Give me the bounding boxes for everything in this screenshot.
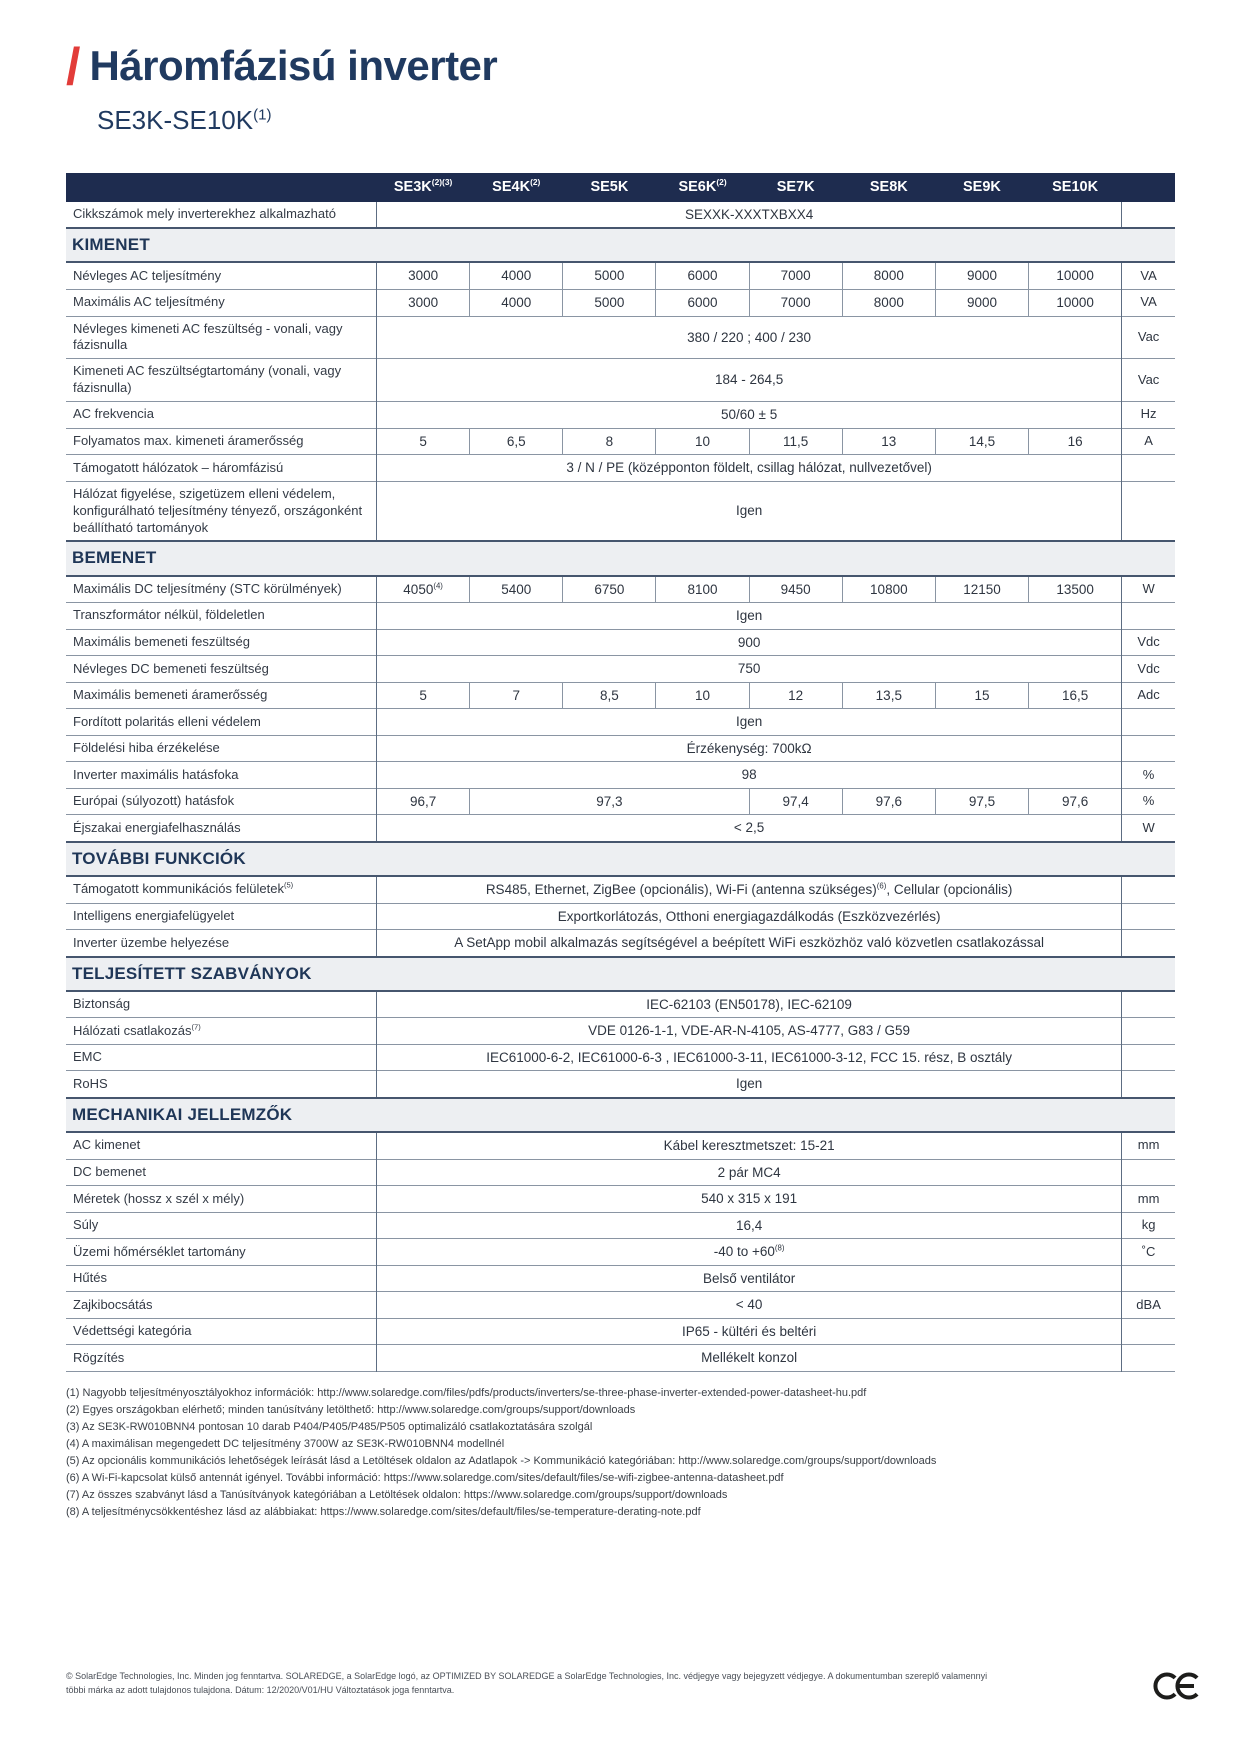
table-row	[66, 735, 1175, 762]
spec-label: AC kimenet	[66, 1132, 377, 1159]
spec-value: 15	[935, 682, 1028, 709]
spec-value: 3000	[377, 290, 470, 317]
spec-value: Igen	[377, 709, 1122, 736]
spec-label: Kimeneti AC feszültségtartomány (vonali, vagy fázisnulla)	[66, 359, 377, 402]
spec-unit: %	[1122, 788, 1175, 815]
table-row	[66, 1239, 1175, 1266]
spec-unit	[1122, 1345, 1175, 1372]
table-row	[66, 991, 1175, 1018]
spec-label: Védettségi kategória	[66, 1318, 377, 1345]
spec-value: IEC-62103 (EN50178), IEC-62109	[377, 991, 1122, 1018]
spec-value: 2 pár MC4	[377, 1159, 1122, 1186]
spec-unit: Adc	[1122, 682, 1175, 709]
footnote: (4) A maximálisan megengedett DC teljesítmény 3700W az SE3K-RW010BNN4 modellnél	[66, 1438, 505, 1451]
spec-label: Fordított polaritás elleni védelem	[66, 709, 377, 736]
table-row	[66, 262, 1175, 289]
spec-label: Biztonság	[66, 991, 377, 1018]
spec-value: 97,5	[935, 788, 1028, 815]
spec-unit: VA	[1122, 290, 1175, 317]
spec-label: Éjszakai energiafelhasználás	[66, 815, 377, 842]
spec-value: 5	[377, 428, 470, 455]
ce-mark-icon	[1153, 1669, 1201, 1708]
spec-value: 10000	[1029, 290, 1122, 317]
spec-unit: Vdc	[1122, 629, 1175, 656]
table-row	[66, 481, 1175, 541]
table-row	[66, 709, 1175, 736]
spec-value: SEXXK-XXXTXBXX4	[684, 206, 814, 222]
spec-unit: Vac	[1122, 359, 1175, 402]
spec-label: Folyamatos max. kimeneti áramerősség	[66, 428, 377, 455]
spec-value: 380 / 220 ; 400 / 230	[377, 316, 1122, 359]
spec-unit	[1122, 903, 1175, 930]
spec-value: IEC61000-6-2, IEC61000-6-3 , IEC61000-3-11, IEC61000-3-12, FCC 15. rész, B osztály	[377, 1044, 1122, 1071]
spec-value: 13	[842, 428, 935, 455]
spec-table	[66, 173, 1175, 1372]
table-row	[66, 455, 1175, 482]
section-row	[66, 228, 1175, 262]
table-row	[66, 656, 1175, 683]
spec-value: 16,5	[1029, 682, 1122, 709]
spec-unit: Hz	[1122, 402, 1175, 429]
spec-value: 4050$^{(4)}$	[377, 576, 470, 603]
spec-value: 97,6	[842, 788, 935, 815]
spec-value: 8000	[842, 290, 935, 317]
spec-value: 16	[1029, 428, 1122, 455]
spec-value: 7000	[749, 262, 842, 289]
spec-value: Belső ventilátor	[377, 1265, 1122, 1292]
table-row	[66, 876, 1175, 903]
page-footer	[66, 1669, 1201, 1708]
spec-value: 9000	[935, 262, 1028, 289]
spec-value: Igen	[377, 481, 1122, 541]
spec-value: RS485, Ethernet, ZigBee (opcionális), Wi-Fi (antenna szükséges)$^{(6)}$, Cellular (opcionális)	[377, 876, 1122, 903]
table-row	[66, 930, 1175, 957]
spec-label: AC frekvencia	[66, 402, 377, 429]
copyright-text: © SolarEdge Technologies, Inc. Minden jog fenntartva. SOLAREDGE, a SolarEdge logó, az OPTIMIZED BY SOLAREDGE a SolarEdge Technologies, Inc. védjegye vagy bejegyzett védjegye. A dokumentumban szereplő valamennyi többi márka az adott tulajdonos tulajdona. Dátum: 12/2020/V01/HU Változtatások joga fenntartva.	[66, 1671, 988, 1696]
spec-unit: ˚C	[1122, 1239, 1175, 1266]
section-title: BEMENET	[66, 541, 1175, 575]
column-header: SE7K	[749, 173, 842, 202]
spec-label: Európai (súlyozott) hatásfok	[66, 788, 377, 815]
spec-label: Maximális AC teljesítmény	[66, 290, 377, 317]
footnote: (3) Az SE3K-RW010BNN4 pontosan 10 darab P404/P405/P485/P505 optimalizáló csatlakoztatására szolgál	[66, 1421, 593, 1434]
spec-unit: VA	[1122, 262, 1175, 289]
spec-unit	[1122, 876, 1175, 903]
spec-value: 750	[377, 656, 1122, 683]
spec-label: Üzemi hőmérséklet tartomány	[66, 1239, 377, 1266]
spec-unit: W	[1122, 815, 1175, 842]
spec-unit	[1122, 735, 1175, 762]
table-row	[66, 1318, 1175, 1345]
spec-value: 13,5	[842, 682, 935, 709]
section-row	[66, 957, 1175, 991]
section-title: MECHANIKAI JELLEMZŐK	[66, 1098, 1175, 1132]
spec-unit: Vac	[1122, 316, 1175, 359]
column-header: $SE4K^{(2)}$	[470, 173, 563, 202]
spec-value: Mellékelt konzol	[377, 1345, 1122, 1372]
spec-value: 50/60 ± 5	[377, 402, 1122, 429]
spec-label: Hálózati csatlakozás$^{(7)}$	[66, 1018, 377, 1045]
spec-label: Névleges DC bemeneti feszültség	[66, 656, 377, 683]
table-row	[66, 903, 1175, 930]
spec-label: Maximális bemeneti áramerősség	[66, 682, 377, 709]
table-row	[66, 1292, 1175, 1319]
footnotes	[66, 1385, 1175, 1521]
unit-header-cell	[1122, 173, 1175, 202]
spec-value: 4000	[470, 262, 563, 289]
spec-unit	[1122, 930, 1175, 957]
table-row	[66, 762, 1175, 789]
footnote: (7) Az összes szabványt lásd a Tanúsítványok kategóriában a Letöltések oldalon: https://www.solaredge.com/groups/support/downloads	[66, 1489, 728, 1502]
spec-label: Névleges kimeneti AC feszültség - vonali, vagy fázisnulla	[66, 316, 377, 359]
spec-value: 10	[656, 428, 749, 455]
footnote: (5) Az opcionális kommunikációs lehetőségek leírását lásd a Letöltések oldalon az Adatlapok -> Kommunikáció kategóriában: http://www.solaredge.com/groups/support/downloads	[66, 1455, 937, 1468]
spec-value: 5000	[563, 290, 656, 317]
spec-value: Érzékenység: 700kΩ	[377, 735, 1122, 762]
table-row	[66, 629, 1175, 656]
table-row	[66, 1212, 1175, 1239]
spec-label: DC bemenet	[66, 1159, 377, 1186]
spec-value: 13500	[1029, 576, 1122, 603]
spec-value: < 40	[377, 1292, 1122, 1319]
column-header: SE5K	[563, 173, 656, 202]
spec-label: Intelligens energiafelügyelet	[66, 903, 377, 930]
section-row	[66, 1098, 1175, 1132]
spec-value: 5	[377, 682, 470, 709]
spec-unit	[1122, 603, 1175, 630]
spec-label: Maximális bemeneti feszültség	[66, 629, 377, 656]
spec-unit: mm	[1122, 1186, 1175, 1213]
spec-value: 10800	[842, 576, 935, 603]
spec-value: 8,5	[563, 682, 656, 709]
spec-unit: kg	[1122, 1212, 1175, 1239]
column-header: $SE3K^{(2)(3)}$	[377, 173, 470, 202]
spec-value: 8100	[656, 576, 749, 603]
spec-unit	[1122, 202, 1175, 229]
spec-value: 97,6	[1029, 788, 1122, 815]
page-subtitle: $SE3K-SE10K^{(1)}$	[97, 104, 272, 135]
spec-value: 3 / N / PE (középponton földelt, csillag hálózat, nullvezetővel)	[377, 455, 1122, 482]
spec-label: Hálózat figyelése, szigetüzem elleni védelem, konfigurálható teljesítmény tényező, országonként beállítható tartományok	[66, 481, 377, 541]
table-row	[66, 402, 1175, 429]
brand-slash-icon: /	[66, 38, 79, 96]
page-title: Háromfázisú inverter	[89, 42, 498, 89]
spec-label: Méretek (hossz x szél x mély)	[66, 1186, 377, 1213]
spec-value: 11,5	[749, 428, 842, 455]
footnote: (1) Nagyobb teljesítményosztályokhoz információk: http://www.solaredge.com/files/pdfs/products/inverters/se-three-phase-inverter-extended-power-datasheet-hu.pdf	[66, 1387, 867, 1400]
spec-value: 4000	[470, 290, 563, 317]
table-header-row	[66, 173, 1175, 202]
table-row	[66, 788, 1175, 815]
table-row	[66, 316, 1175, 359]
spec-unit	[1122, 455, 1175, 482]
spec-label: Rögzítés	[66, 1345, 377, 1372]
table-row	[66, 1345, 1175, 1372]
spec-unit: dBA	[1122, 1292, 1175, 1319]
spec-value: 10	[656, 682, 749, 709]
spec-label: Inverter üzembe helyezése	[66, 930, 377, 957]
spec-value: 6000	[656, 290, 749, 317]
column-header: SE10K	[1029, 173, 1122, 202]
table-row	[66, 1265, 1175, 1292]
spec-label: Zajkibocsátás	[66, 1292, 377, 1319]
spec-value: 900	[377, 629, 1122, 656]
spec-label: Súly	[66, 1212, 377, 1239]
section-title: TELJESÍTETT SZABVÁNYOK	[66, 957, 1175, 991]
table-row	[66, 1159, 1175, 1186]
spec-value: 98	[377, 762, 1122, 789]
spec-unit: Vdc	[1122, 656, 1175, 683]
spec-label: Inverter maximális hatásfoka	[66, 762, 377, 789]
section-title: TOVÁBBI FUNKCIÓK	[66, 842, 1175, 876]
spec-value: 6,5	[470, 428, 563, 455]
spec-value: 5400	[470, 576, 563, 603]
spec-value: Kábel keresztmetszet: 15-21	[377, 1132, 1122, 1159]
spec-label: Támogatott hálózatok – háromfázisú	[66, 455, 377, 482]
spec-label: Támogatott kommunikációs felületek$^{(5)}$	[66, 876, 377, 903]
spec-value: VDE 0126-1-1, VDE-AR-N-4105, AS-4777, G83 / G59	[377, 1018, 1122, 1045]
table-row	[66, 359, 1175, 402]
table-row	[66, 1018, 1175, 1045]
corner-cell	[66, 173, 377, 202]
table-row	[66, 1044, 1175, 1071]
table-row	[66, 202, 1175, 229]
section-row	[66, 842, 1175, 876]
spec-value: 10000	[1029, 262, 1122, 289]
section-row	[66, 541, 1175, 575]
spec-value: 12	[749, 682, 842, 709]
spec-value: -40 to $+60^{(8)}$	[377, 1239, 1122, 1266]
spec-unit: %	[1122, 762, 1175, 789]
spec-value: 184 - 264,5	[377, 359, 1122, 402]
page-header	[66, 38, 1175, 136]
spec-unit	[1122, 1044, 1175, 1071]
section-title: KIMENET	[66, 228, 1175, 262]
spec-value: 8000	[842, 262, 935, 289]
spec-value: 9450	[749, 576, 842, 603]
table-row	[66, 815, 1175, 842]
spec-value: 5000	[563, 262, 656, 289]
table-row	[66, 682, 1175, 709]
footnote: (8) A teljesítménycsökkentéshez lásd az alábbiakat: https://www.solaredge.com/sites/default/files/se-temperature-derating-note.pdf	[66, 1506, 701, 1519]
spec-label: Földelési hiba érzékelése	[66, 735, 377, 762]
spec-label: Hűtés	[66, 1265, 377, 1292]
table-row	[66, 290, 1175, 317]
spec-value: 6000	[656, 262, 749, 289]
spec-value: 14,5	[935, 428, 1028, 455]
spec-unit: A	[1122, 428, 1175, 455]
spec-value: 97,4	[749, 788, 842, 815]
spec-value: 7	[470, 682, 563, 709]
spec-value: 7000	[749, 290, 842, 317]
spec-value: A SetApp mobil alkalmazás segítségével a beépített WiFi eszközhöz való közvetlen csatlakozással	[377, 930, 1122, 957]
spec-value: Exportkorlátozás, Otthoni energiagazdálkodás (Eszközvezérlés)	[377, 903, 1122, 930]
spec-value: 9000	[935, 290, 1028, 317]
column-header: SE9K	[935, 173, 1028, 202]
table-row	[66, 428, 1175, 455]
column-header: SE8K	[842, 173, 935, 202]
footnote: (2) Egyes országokban elérhető; minden tanúsítvány letölthető: http://www.solaredge.com/groups/support/downloads	[66, 1404, 636, 1417]
spec-label: Névleges AC teljesítmény	[66, 262, 377, 289]
spec-unit	[1122, 1318, 1175, 1345]
spec-value: 8	[563, 428, 656, 455]
spec-label: EMC	[66, 1044, 377, 1071]
spec-label: Cikkszámok mely inverterekhez alkalmazható	[66, 202, 377, 229]
spec-label: Maximális DC teljesítmény (STC körülmények)	[66, 576, 377, 603]
table-row	[66, 1132, 1175, 1159]
spec-unit	[1122, 991, 1175, 1018]
spec-value: 6750	[563, 576, 656, 603]
table-row	[66, 576, 1175, 603]
spec-value: 12150	[935, 576, 1028, 603]
spec-label: RoHS	[66, 1071, 377, 1098]
spec-value: < 2,5	[377, 815, 1122, 842]
footnote: (6) A Wi-Fi-kapcsolat külső antennát igényel. További információ: https://www.solaredge.com/sites/default/files/se-wifi-zigbee-antenna-datasheet.pdf	[66, 1472, 784, 1485]
spec-unit: mm	[1122, 1132, 1175, 1159]
title-row	[66, 38, 1175, 96]
table-row	[66, 603, 1175, 630]
spec-unit	[1122, 1071, 1175, 1098]
spec-unit	[1122, 1265, 1175, 1292]
spec-unit	[1122, 481, 1175, 541]
spec-value: IP65 - kültéri és beltéri	[377, 1318, 1122, 1345]
spec-value: Igen	[377, 603, 1122, 630]
table-row	[66, 1071, 1175, 1098]
spec-unit	[1122, 1018, 1175, 1045]
spec-unit	[1122, 709, 1175, 736]
spec-value: 3000	[377, 262, 470, 289]
spec-value: 97,3	[470, 788, 749, 815]
spec-label: Transzformátor nélkül, földeletlen	[66, 603, 377, 630]
column-header: $SE6K^{(2)}$	[656, 173, 749, 202]
spec-value: 540 x 315 x 191	[377, 1186, 1122, 1213]
spec-unit: W	[1122, 576, 1175, 603]
spec-unit	[1122, 1159, 1175, 1186]
spec-value: 96,7	[377, 788, 470, 815]
spec-value: 16,4	[377, 1212, 1122, 1239]
spec-value: Igen	[377, 1071, 1122, 1098]
table-row	[66, 1186, 1175, 1213]
